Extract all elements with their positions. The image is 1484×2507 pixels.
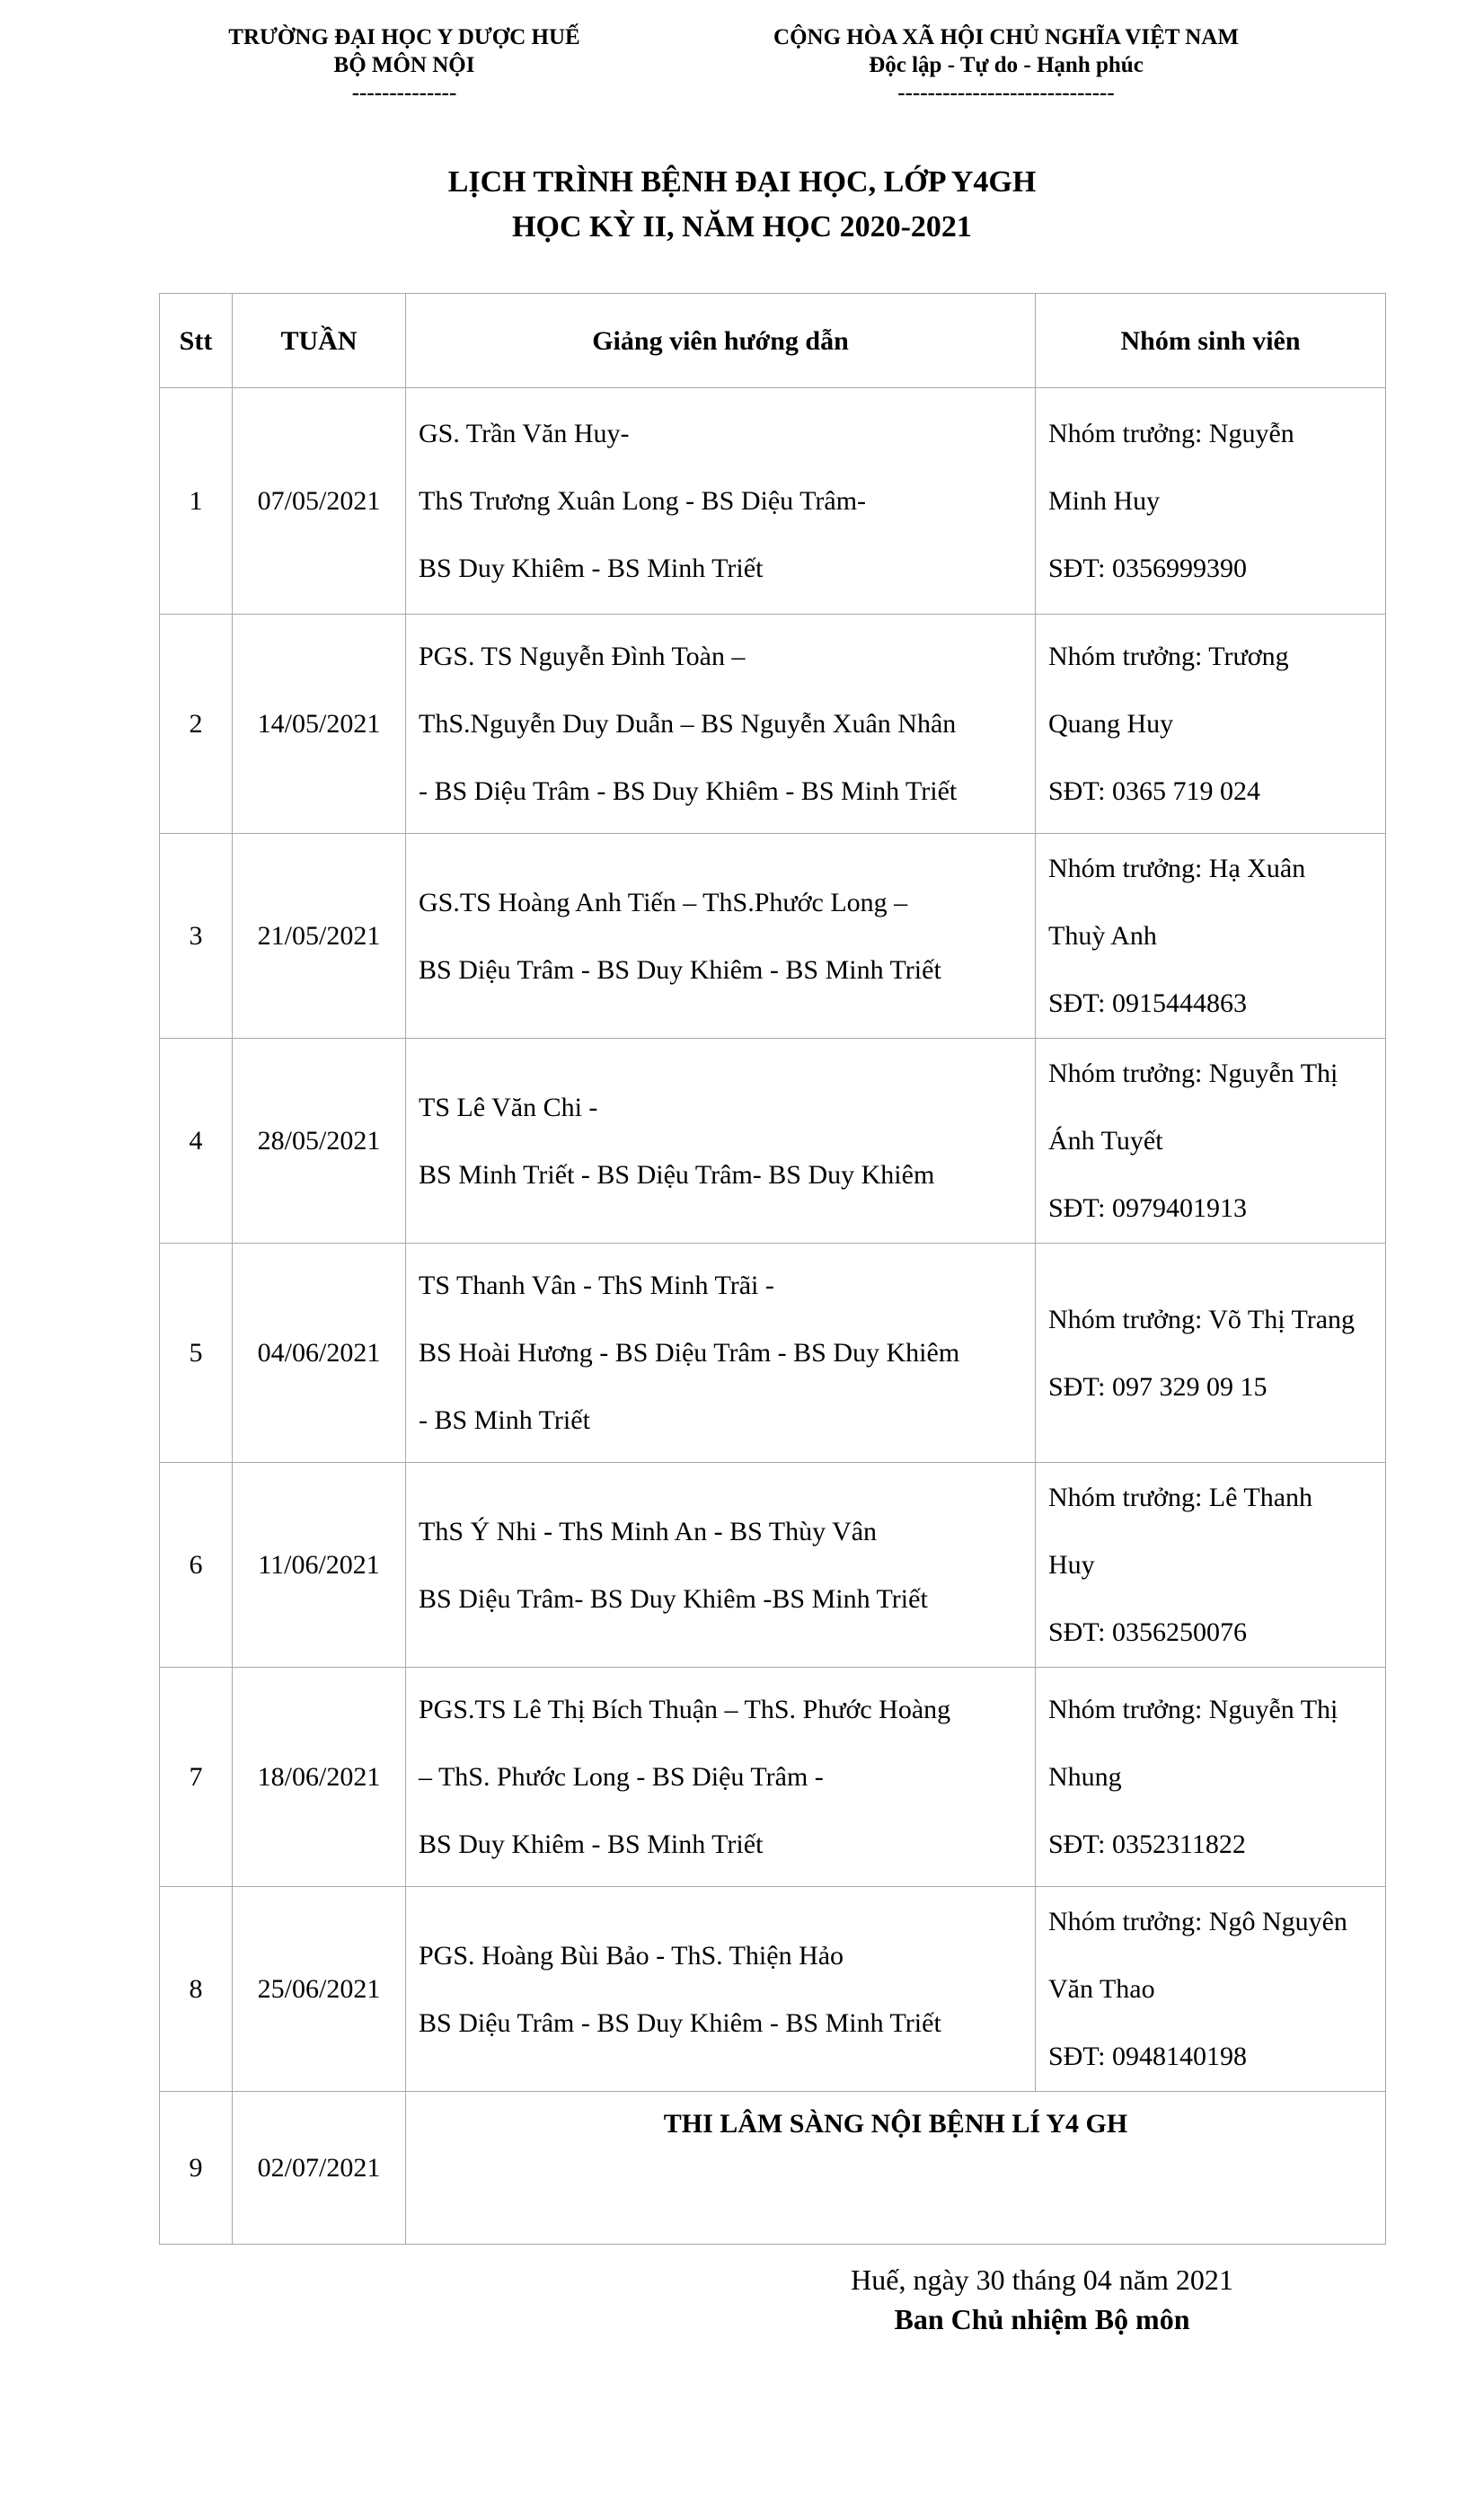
title-line-2: HỌC KỲ II, NĂM HỌC 2020-2021: [512, 210, 972, 244]
cell-week: 14/05/2021: [233, 615, 406, 834]
lecturer-line: ThS Trương Xuân Long - BS Diệu Trâm-: [419, 486, 867, 516]
lecturer-line: PGS.TS Lê Thị Bích Thuận – ThS. Phước Hoàng: [419, 1695, 951, 1724]
group-line: Thuỳ Anh: [1048, 921, 1157, 951]
cell-lecturers: [406, 388, 1036, 615]
group-line: Nhóm trưởng: Nguyễn Thị: [1048, 1059, 1338, 1088]
cell-lecturers: [406, 1244, 1036, 1463]
cell-lecturers: [406, 615, 1036, 834]
lecturer-line: ThS Ý Nhi - ThS Minh An - BS Thùy Vân: [419, 1516, 878, 1546]
lecturer-line: BS Diệu Trâm - BS Duy Khiêm - BS Minh Triết: [419, 954, 941, 985]
cell-group: [1036, 388, 1386, 615]
cell-week: 11/06/2021: [233, 1463, 406, 1668]
table-row: [160, 388, 1386, 615]
lecturer-line: - BS Diệu Trâm - BS Duy Khiêm - BS Minh Triết: [419, 776, 958, 806]
group-phone: SĐT: 0352311822: [1048, 1829, 1246, 1859]
lecturer-line: BS Duy Khiêm - BS Minh Triết: [419, 554, 764, 583]
university-name: TRƯỜNG ĐẠI HỌC Y DƯỢC HUẾ: [228, 25, 580, 49]
group-line: Nhóm trưởng: Hạ Xuân: [1048, 854, 1306, 883]
group-line: Quang Huy: [1048, 709, 1174, 739]
cell-stt: 5: [160, 1244, 233, 1463]
group-line: Nhóm trưởng: Võ Thị Trang: [1048, 1304, 1356, 1334]
schedule-table: [159, 293, 1386, 2245]
header-week: TUẦN: [233, 294, 406, 388]
cell-group: [1036, 1463, 1386, 1668]
group-phone: SĐT: 0979401913: [1048, 1193, 1248, 1223]
lecturer-line: - BS Minh Triết: [419, 1405, 590, 1435]
group-phone: SĐT: 0915444863: [1048, 988, 1248, 1018]
cell-week: 21/05/2021: [233, 834, 406, 1039]
lecturer-line: PGS. TS Nguyễn Đình Toàn –: [419, 642, 746, 671]
group-line: Nhóm trưởng: Nguyễn Thị: [1048, 1695, 1338, 1724]
signature-title: Ban Chủ nhiệm Bộ môn: [894, 2303, 1190, 2335]
cell-stt: 3: [160, 834, 233, 1039]
group-line: Nhóm trưởng: Trương: [1048, 642, 1289, 671]
lecturer-line: BS Diệu Trâm - BS Duy Khiêm - BS Minh Triết: [419, 2007, 941, 2038]
department-name: BỘ MÔN NỘI: [333, 53, 475, 77]
cell-week: 04/06/2021: [233, 1244, 406, 1463]
national-name: CỘNG HÒA XÃ HỘI CHỦ NGHĨA VIỆT NAM: [773, 25, 1239, 49]
exam-row: [160, 2092, 1386, 2245]
cell-stt: 4: [160, 1039, 233, 1244]
group-phone: SĐT: 097 329 09 15: [1048, 1371, 1268, 1402]
table-row: [160, 1244, 1386, 1463]
document-title: [0, 160, 1484, 250]
group-phone: SĐT: 0356250076: [1048, 1617, 1248, 1647]
lecturer-line: BS Minh Triết - BS Diệu Trâm- BS Duy Khiêm: [419, 1159, 935, 1190]
group-phone: SĐT: 0365 719 024: [1048, 776, 1261, 806]
cell-stt: 2: [160, 615, 233, 834]
cell-group: [1036, 1244, 1386, 1463]
exam-label: THI LÂM SÀNG NỘI BỆNH LÍ Y4 GH: [406, 2092, 1386, 2245]
lecturer-line: BS Hoài Hương - BS Diệu Trâm - BS Duy Khiêm: [419, 1338, 960, 1368]
header-stt: Stt: [160, 294, 233, 388]
cell-stt: 1: [160, 388, 233, 615]
table-row: [160, 1668, 1386, 1887]
cell-week: 25/06/2021: [233, 1887, 406, 2092]
cell-group: [1036, 615, 1386, 834]
lecturer-line: – ThS. Phước Long - BS Diệu Trâm -: [419, 1762, 824, 1792]
cell-lecturers: [406, 1039, 1036, 1244]
cell-week: 07/05/2021: [233, 388, 406, 615]
cell-week: 28/05/2021: [233, 1039, 406, 1244]
cell-stt: 6: [160, 1463, 233, 1668]
group-line: Ánh Tuyết: [1048, 1126, 1163, 1156]
cell-group: [1036, 1039, 1386, 1244]
lecturer-line: ThS.Nguyễn Duy Duẫn – BS Nguyễn Xuân Nhân: [419, 709, 957, 739]
header-group: Nhóm sinh viên: [1036, 294, 1386, 388]
footer: [773, 2260, 1312, 2339]
place-date: Huế, ngày 30 tháng 04 năm 2021: [851, 2263, 1233, 2296]
group-phone: SĐT: 0356999390: [1048, 554, 1248, 583]
table-row: [160, 615, 1386, 834]
lecturer-line: TS Thanh Vân - ThS Minh Trãi -: [419, 1271, 774, 1300]
cell-group: [1036, 834, 1386, 1039]
cell-lecturers: [406, 834, 1036, 1039]
cell-stt: 9: [160, 2092, 233, 2245]
lecturer-line: GS. Trần Văn Huy-: [419, 419, 630, 448]
group-line: Nhóm trưởng: Lê Thanh: [1048, 1483, 1313, 1512]
header-lecturers: Giảng viên hướng dẫn: [406, 294, 1036, 388]
group-line: Huy: [1048, 1550, 1095, 1580]
national-motto: Độc lập - Tự do - Hạnh phúc: [869, 53, 1144, 77]
cell-stt: 7: [160, 1668, 233, 1887]
group-line: Văn Thao: [1048, 1974, 1155, 2004]
cell-lecturers: [406, 1668, 1036, 1887]
header-right: [692, 23, 1321, 107]
title-line-1: LỊCH TRÌNH BỆNH ĐẠI HỌC, LỚP Y4GH: [447, 165, 1037, 199]
table-row: [160, 1039, 1386, 1244]
lecturer-line: GS.TS Hoàng Anh Tiến – ThS.Phước Long –: [419, 887, 908, 917]
lecturer-line: BS Duy Khiêm - BS Minh Triết: [419, 1829, 764, 1859]
cell-week: 18/06/2021: [233, 1668, 406, 1887]
group-phone: SĐT: 0948140198: [1048, 2042, 1248, 2071]
cell-stt: 8: [160, 1887, 233, 2092]
table-row: [160, 834, 1386, 1039]
cell-lecturers: [406, 1887, 1036, 2092]
group-line: Nhóm trưởng: Nguyễn: [1048, 419, 1294, 448]
lecturer-line: PGS. Hoàng Bùi Bảo - ThS. Thiện Hảo: [419, 1940, 844, 1971]
header-right-divider: -----------------------------: [897, 81, 1115, 105]
cell-group: [1036, 1887, 1386, 2092]
cell-week: 02/07/2021: [233, 2092, 406, 2245]
table-body: [160, 388, 1386, 2245]
cell-group: [1036, 1668, 1386, 1887]
group-line: Nhung: [1048, 1762, 1122, 1792]
group-line: Minh Huy: [1048, 486, 1161, 516]
table-row: [160, 1463, 1386, 1668]
lecturer-line: BS Diệu Trâm- BS Duy Khiêm -BS Minh Triết: [419, 1583, 928, 1614]
header-left: [126, 23, 683, 107]
lecturer-line: TS Lê Văn Chi -: [419, 1092, 598, 1122]
cell-lecturers: [406, 1463, 1036, 1668]
header-left-divider: --------------: [351, 81, 457, 105]
table-row: [160, 1887, 1386, 2092]
group-line: Nhóm trưởng: Ngô Nguyên: [1048, 1907, 1347, 1936]
table-header-row: [160, 294, 1386, 388]
